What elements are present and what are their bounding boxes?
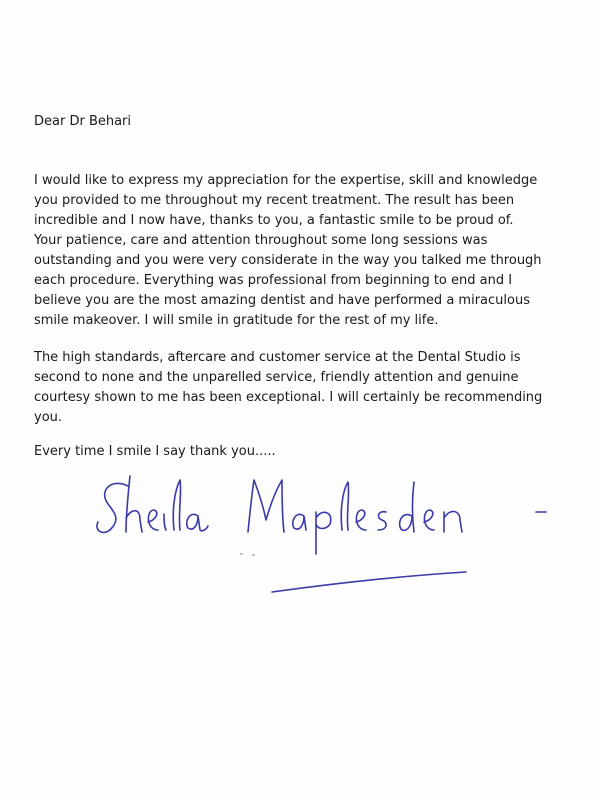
signature-stroke [424,510,434,530]
signature-stroke [356,510,366,530]
signature-stroke [187,514,208,530]
signature-stroke [126,476,142,532]
paragraph1-line: each procedure. Everything was professional from beginning to end and I [34,273,513,288]
paragraph1-line: you provided to me throughout my recent treatment. The result has been [34,193,515,208]
paragraph1-line: believe you are the most amazing dentist and have performed a miraculous [34,293,530,308]
paragraph1-line: outstanding and you were very considerate in the way you talked me through [34,253,542,268]
scan-speck [252,554,255,556]
paragraph1-line: Your patience, care and attention throughout some long sessions was [34,233,488,248]
paragraph1-line: I would like to express my appreciation for the expertise, skill and knowledge [34,173,538,188]
handwritten-signature [90,468,570,608]
signature-stroke [272,572,466,592]
scan-speck [240,553,243,555]
signature-stroke [293,514,306,530]
signature-stroke [444,511,462,532]
signature-stroke [378,512,386,530]
paragraph1-line: smile makeover. I will smile in gratitude for the rest of my life. [34,313,439,328]
signature-stroke [164,514,166,530]
paragraph1-line: incredible and I now have, thanks to you, a fantastic smile to be proud of. [34,213,514,228]
signature-stroke [341,482,348,530]
paragraph2-line: courtesy shown to me has been exceptional. I will certainly be recommending [34,390,543,405]
salutation: Dear Dr Behari [34,114,132,129]
paragraph2-line: The high standards, aftercare and customer service at the Dental Studio is [34,350,521,365]
signature-stroke [248,480,284,532]
paragraph2-line: you. [34,410,63,425]
signature-stroke [148,510,158,530]
closing-line: Every time I smile I say thank you..... [34,444,276,459]
signature-stroke [400,482,414,532]
signature-stroke [173,480,180,530]
paragraph2-line: second to none and the unparelled service, friendly attention and genuine [34,370,519,385]
signature-stroke [97,483,128,532]
signature-stroke [316,512,331,554]
